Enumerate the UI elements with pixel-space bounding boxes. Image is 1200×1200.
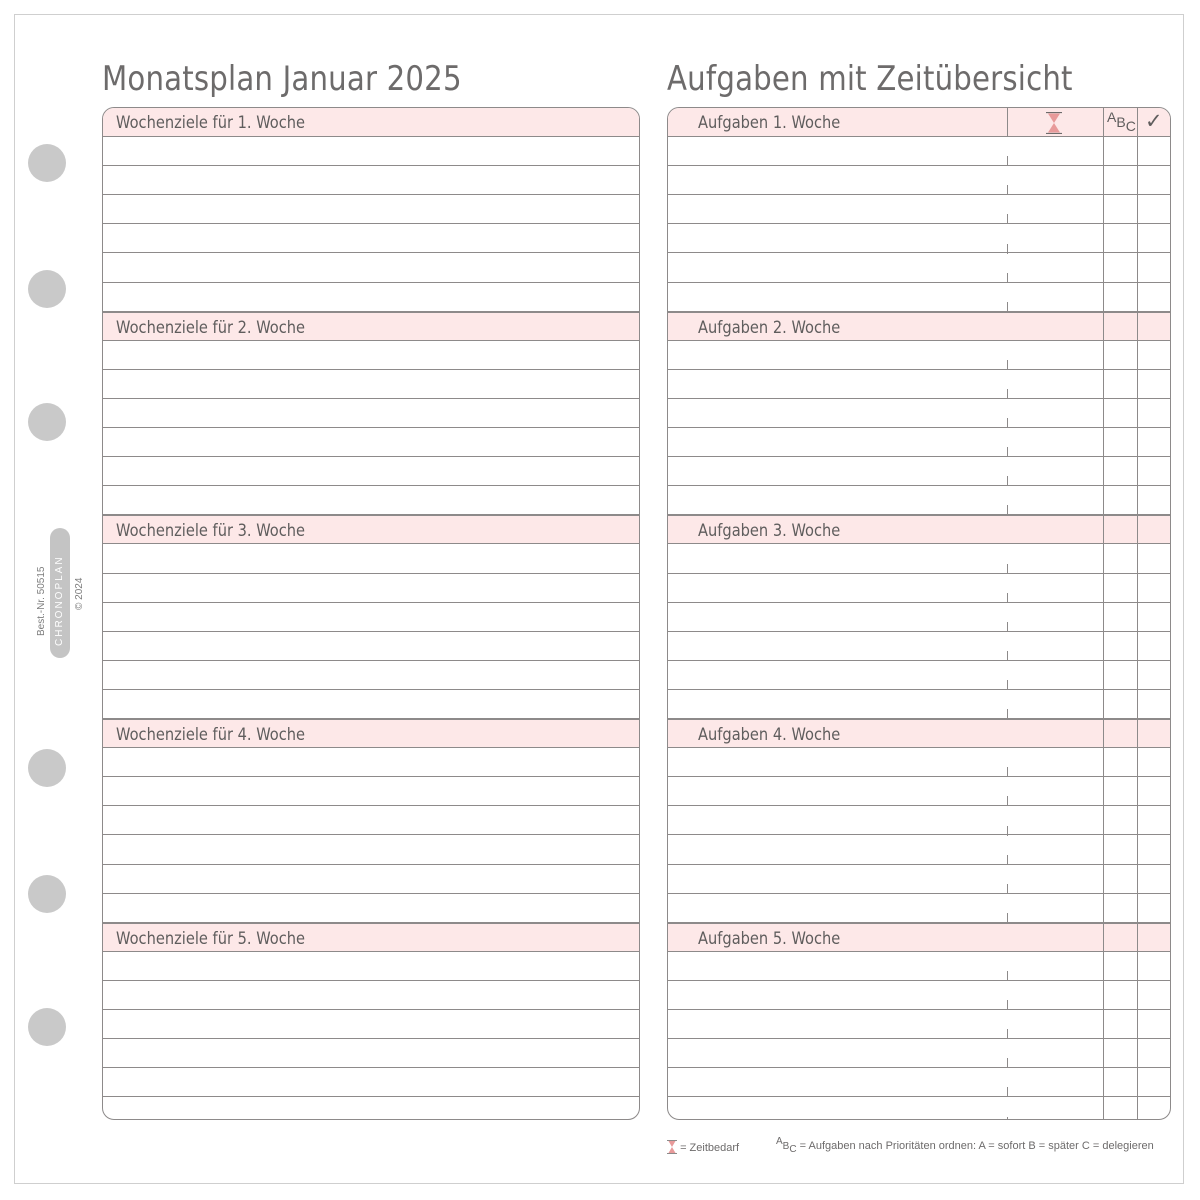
tasks-writing-line[interactable] bbox=[668, 457, 1170, 486]
tasks-writing-line[interactable] bbox=[668, 1010, 1170, 1039]
goals-writing-line[interactable] bbox=[103, 1010, 639, 1039]
goals-writing-line[interactable] bbox=[103, 981, 639, 1010]
legend-prio-a: A bbox=[776, 1136, 783, 1147]
spine-label bbox=[36, 528, 88, 660]
tasks-writing-line[interactable] bbox=[668, 254, 1170, 283]
tasks-writing-line[interactable] bbox=[668, 894, 1170, 923]
punch-hole bbox=[28, 403, 66, 441]
hourglass-icon bbox=[667, 1140, 677, 1154]
goals-section-header bbox=[103, 108, 639, 137]
goals-writing-line[interactable] bbox=[103, 341, 639, 370]
tasks-writing-line[interactable] bbox=[668, 399, 1170, 428]
goals-section-label: Wochenziele für 1. Woche bbox=[116, 113, 306, 133]
time-column-tick bbox=[1007, 913, 1008, 923]
tasks-writing-line[interactable] bbox=[668, 690, 1170, 719]
tasks-writing-line[interactable] bbox=[668, 428, 1170, 457]
goals-writing-line[interactable] bbox=[103, 574, 639, 603]
priority-column-header bbox=[1107, 109, 1136, 134]
goals-writing-line[interactable] bbox=[103, 370, 639, 399]
time-column-tick bbox=[1007, 971, 1008, 981]
tasks-writing-line[interactable] bbox=[668, 603, 1170, 632]
tasks-section-label: Aufgaben 1. Woche bbox=[698, 113, 841, 133]
tasks-section-header bbox=[668, 515, 1170, 544]
time-column-tick bbox=[1007, 505, 1008, 515]
tasks-section-label: Aufgaben 3. Woche bbox=[698, 521, 841, 542]
legend-priority bbox=[776, 1136, 1154, 1155]
copyright-text: © 2024 bbox=[74, 577, 85, 610]
time-column-tick bbox=[1007, 418, 1008, 428]
tasks-writing-line[interactable] bbox=[668, 981, 1170, 1010]
time-column-tick bbox=[1007, 1087, 1008, 1097]
goals-writing-line[interactable] bbox=[103, 894, 639, 923]
goals-writing-line[interactable] bbox=[103, 545, 639, 574]
priority-b: B bbox=[1116, 114, 1126, 130]
tasks-writing-line[interactable] bbox=[668, 661, 1170, 690]
goals-writing-line[interactable] bbox=[103, 457, 639, 486]
legend-prio-text: = Aufgaben nach Prioritäten ordnen: A = sofort B = später C = delegieren bbox=[799, 1140, 1154, 1152]
tasks-writing-line[interactable] bbox=[668, 1097, 1170, 1120]
goals-writing-line[interactable] bbox=[103, 836, 639, 865]
time-column-tick bbox=[1007, 767, 1008, 777]
tasks-section-label: Aufgaben 4. Woche bbox=[698, 725, 841, 746]
goals-writing-line[interactable] bbox=[103, 777, 639, 806]
punch-hole bbox=[28, 875, 66, 913]
time-column-tick bbox=[1007, 185, 1008, 195]
time-column-tick bbox=[1007, 1029, 1008, 1039]
tasks-section-header bbox=[668, 719, 1170, 748]
punch-hole bbox=[28, 270, 66, 308]
time-column-tick bbox=[1007, 302, 1008, 312]
goals-writing-line[interactable] bbox=[103, 254, 639, 283]
goals-writing-line[interactable] bbox=[103, 428, 639, 457]
goals-writing-line[interactable] bbox=[103, 1068, 639, 1097]
tasks-writing-line[interactable] bbox=[668, 865, 1170, 894]
goals-writing-line[interactable] bbox=[103, 806, 639, 835]
goals-section-label: Wochenziele für 5. Woche bbox=[116, 928, 306, 949]
time-column-tick bbox=[1007, 564, 1008, 574]
tasks-writing-line[interactable] bbox=[668, 777, 1170, 806]
goals-section-header bbox=[103, 312, 639, 341]
tasks-section-header bbox=[668, 923, 1170, 952]
time-column-tick bbox=[1007, 593, 1008, 603]
time-column-tick bbox=[1007, 476, 1008, 486]
time-column-tick bbox=[1007, 796, 1008, 806]
column-divider bbox=[1103, 108, 1104, 1119]
order-number: Best.-Nr. 50515 bbox=[36, 566, 47, 636]
goals-writing-line[interactable] bbox=[103, 1039, 639, 1068]
time-column-divider bbox=[1007, 108, 1008, 137]
goals-writing-line[interactable] bbox=[103, 137, 639, 166]
time-column-tick bbox=[1007, 156, 1008, 166]
tasks-writing-line[interactable] bbox=[668, 283, 1170, 312]
goals-writing-line[interactable] bbox=[103, 661, 639, 690]
page-title-tasks: Aufgaben mit Zeitübersicht bbox=[667, 58, 1073, 99]
tasks-writing-line[interactable] bbox=[668, 1039, 1170, 1068]
time-column-tick bbox=[1007, 1058, 1008, 1068]
hourglass-icon bbox=[1046, 112, 1062, 134]
goals-section-label: Wochenziele für 2. Woche bbox=[116, 317, 306, 338]
tasks-panel bbox=[667, 107, 1171, 1120]
goals-writing-line[interactable] bbox=[103, 865, 639, 894]
done-check-icon: ✓ bbox=[1145, 110, 1163, 133]
goals-writing-line[interactable] bbox=[103, 399, 639, 428]
tasks-section-header bbox=[668, 108, 1170, 137]
time-column-tick bbox=[1007, 1117, 1008, 1121]
time-column-tick bbox=[1007, 680, 1008, 690]
tasks-section-label: Aufgaben 2. Woche bbox=[698, 317, 841, 338]
time-column-tick bbox=[1007, 622, 1008, 632]
goals-writing-line[interactable] bbox=[103, 166, 639, 195]
time-column-tick bbox=[1007, 244, 1008, 254]
tasks-section-header bbox=[668, 312, 1170, 341]
legend-prio-b: B bbox=[782, 1141, 790, 1152]
priority-c: C bbox=[1125, 118, 1136, 134]
tasks-writing-line[interactable] bbox=[668, 952, 1170, 981]
tasks-writing-line[interactable] bbox=[668, 166, 1170, 195]
time-column-tick bbox=[1007, 273, 1008, 283]
goals-section-header bbox=[103, 719, 639, 748]
punch-hole bbox=[28, 144, 66, 182]
time-column-tick bbox=[1007, 855, 1008, 865]
goals-writing-line[interactable] bbox=[103, 690, 639, 719]
time-column-tick bbox=[1007, 884, 1008, 894]
goals-writing-line[interactable] bbox=[103, 748, 639, 777]
tasks-writing-line[interactable] bbox=[668, 137, 1170, 166]
goals-writing-line[interactable] bbox=[103, 632, 639, 661]
time-column-tick bbox=[1007, 389, 1008, 399]
goals-section-header bbox=[103, 515, 639, 544]
time-column-tick bbox=[1007, 360, 1008, 370]
goals-writing-line[interactable] bbox=[103, 224, 639, 253]
column-divider bbox=[1137, 108, 1138, 1119]
tasks-writing-line[interactable] bbox=[668, 1068, 1170, 1097]
tasks-writing-line[interactable] bbox=[668, 836, 1170, 865]
time-column-tick bbox=[1007, 214, 1008, 224]
tasks-writing-line[interactable] bbox=[668, 545, 1170, 574]
tasks-writing-line[interactable] bbox=[668, 806, 1170, 835]
tasks-writing-line[interactable] bbox=[668, 341, 1170, 370]
tasks-writing-line[interactable] bbox=[668, 632, 1170, 661]
goals-section-label: Wochenziele für 4. Woche bbox=[116, 725, 306, 746]
goals-section-label: Wochenziele für 3. Woche bbox=[116, 521, 306, 542]
legend-prio-c: C bbox=[789, 1144, 797, 1155]
goals-writing-line[interactable] bbox=[103, 952, 639, 981]
goals-writing-line[interactable] bbox=[103, 1097, 639, 1120]
priority-a: A bbox=[1107, 109, 1117, 125]
goals-writing-line[interactable] bbox=[103, 283, 639, 312]
time-column-tick bbox=[1007, 447, 1008, 457]
tasks-section-label: Aufgaben 5. Woche bbox=[698, 928, 841, 949]
tasks-writing-line[interactable] bbox=[668, 748, 1170, 777]
time-column-tick bbox=[1007, 1000, 1008, 1010]
goals-writing-line[interactable] bbox=[103, 486, 639, 515]
weekly-goals-panel bbox=[102, 107, 640, 1120]
page-title-month-plan: Monatsplan Januar 2025 bbox=[102, 58, 462, 99]
punch-hole bbox=[28, 1008, 66, 1046]
goals-writing-line[interactable] bbox=[103, 603, 639, 632]
tasks-writing-line[interactable] bbox=[668, 370, 1170, 399]
time-column-tick bbox=[1007, 709, 1008, 719]
legend-time-text: = Zeitbedarf bbox=[680, 1142, 740, 1154]
tasks-writing-line[interactable] bbox=[668, 574, 1170, 603]
time-column-tick bbox=[1007, 651, 1008, 661]
punch-hole bbox=[28, 749, 66, 787]
tasks-writing-line[interactable] bbox=[668, 486, 1170, 515]
legend-time bbox=[667, 1140, 739, 1154]
brand-name: CHRONOPLAN bbox=[54, 555, 65, 646]
goals-writing-line[interactable] bbox=[103, 195, 639, 224]
tasks-writing-line[interactable] bbox=[668, 224, 1170, 253]
tasks-writing-line[interactable] bbox=[668, 195, 1170, 224]
time-column-tick bbox=[1007, 826, 1008, 836]
goals-section-header bbox=[103, 923, 639, 952]
